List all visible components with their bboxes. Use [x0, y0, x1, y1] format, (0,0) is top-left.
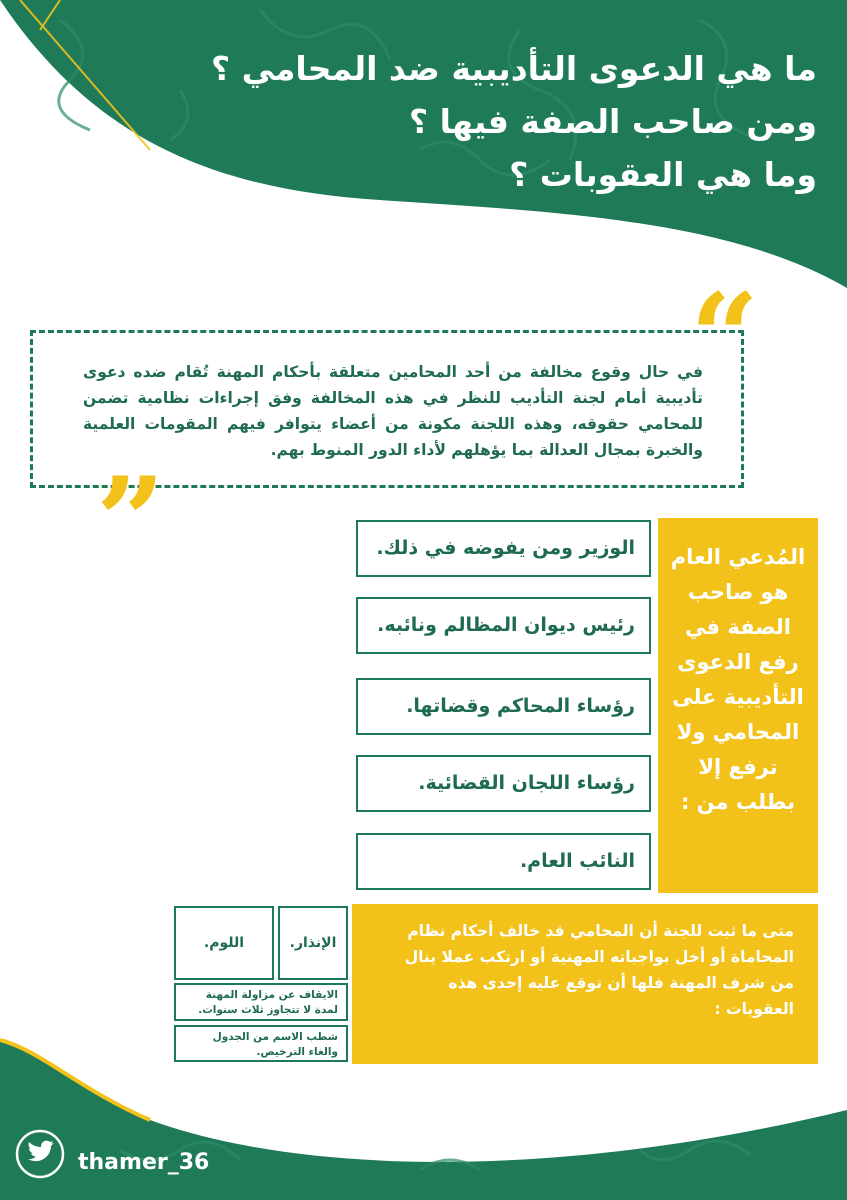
penalties-intro-box — [352, 904, 818, 1064]
title-line-3: وما هي العقوبات ؟ — [509, 155, 817, 194]
penalty-suspension: الايقاف عن مزاولة المهنة لمدة لا تتجاوز ثلاث سنوات. — [174, 983, 348, 1021]
quote-open-icon: “ — [690, 267, 760, 408]
prosecutor-text: المُدعي العام هو صاحب الصفة في رفع الدعوى التأديبية على المحامي ولا ترفع إلا بطلب من : — [670, 545, 806, 814]
intro-text: في حال وقوع مخالفة من أحد المحامين متعلقة بأحكام المهنة تُقام ضده دعوى تأديبية أمام لجنة التأديب للنظر في هذه المخالفة وفق إجراءات نظامية تضمن للمحامي حقوقه، وهذه اللجنة مكونة من أعضاء يتوافر فيهم المقومات العلمية والخبرة بمجال العدالة بما يؤهلهم لأداء الدور المنوط بهم. — [83, 363, 703, 459]
authority-item: رؤساء اللجان القضائية. — [356, 755, 651, 812]
authority-item: الوزير ومن يفوضه في ذلك. — [356, 520, 651, 577]
twitter-bird-icon[interactable] — [14, 1128, 66, 1180]
page-title — [57, 42, 817, 201]
penalty-blame: اللوم. — [174, 906, 274, 980]
title-line-2: ومن صاحب الصفة فيها ؟ — [409, 102, 817, 141]
prosecutor-box — [658, 518, 818, 893]
penalties-intro-text: متى ما ثبت للجنة أن المحامي قد خالف أحكام نظام المحاماة أو أخل بواجباته المهنية أو ارتكب عملا ينال من شرف المهنة فلها أن توقع عليه إحدى هذه العقوبات : — [404, 922, 794, 1018]
penalty-delisting: شطب الاسم من الجدول والغاء الترخيص. — [174, 1025, 348, 1062]
penalty-warning: الإنذار. — [278, 906, 348, 980]
title-line-1: ما هي الدعوى التأديبية ضد المحامي ؟ — [210, 49, 817, 88]
authority-item: النائب العام. — [356, 833, 651, 890]
twitter-handle[interactable]: thamer_36 — [78, 1150, 210, 1175]
authority-item: رؤساء المحاكم وقضاتها. — [356, 678, 651, 735]
quote-close-icon: ” — [96, 451, 166, 592]
authority-item: رئيس ديوان المظالم ونائبه. — [356, 597, 651, 654]
